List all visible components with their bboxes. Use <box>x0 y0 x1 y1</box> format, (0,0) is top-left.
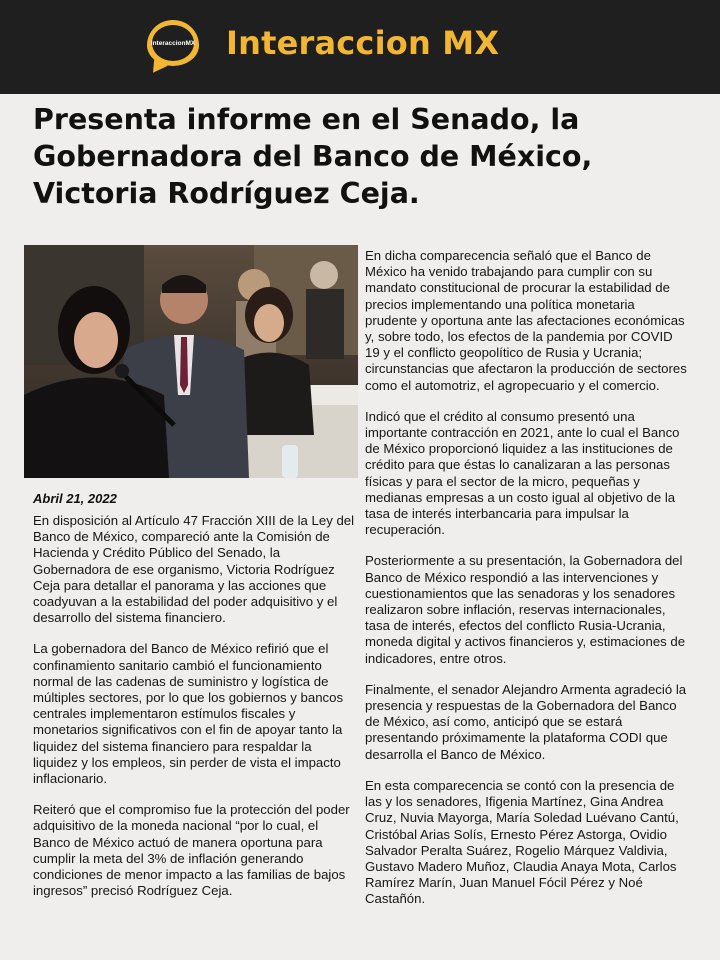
site-logo-text[interactable]: Interaccion MX <box>226 24 500 62</box>
site-header <box>0 0 720 94</box>
logo-bubble-icon[interactable] <box>147 20 199 66</box>
paragraph: En disposición al Artículo 47 Fracción XIII de la Ley del Banco de México, compareció ante la Comisión de Hacienda y Crédito Público del Senado, la Gobernadora de ese organismo, Victoria Rodríguez Ceja para detallar el panorama y las acciones que coadyuvan a la estabilidad del poder adquisitivo y el desarrollo del sistema financiero. <box>33 513 355 626</box>
paragraph: Finalmente, el senador Alejandro Armenta agradeció la presencia y respuestas de la Gobernadora del Banco de México, así como, anticipó que se estará presentando próximamente la plataforma CODI que desarrolla el Banco de México. <box>365 681 687 762</box>
paragraph: Posteriormente a su presentación, la Gobernadora del Banco de México respondió a las intervenciones y cuestionamientos que las senadoras y los senadores realizaron sobre inflación, reservas internacionales, tasa de interés, efectos del conflicto Rusia-Ucrania, moneda digital y activos financieros y, estimaciones de indicadores, entre otros. <box>365 553 686 666</box>
article-photo <box>24 245 358 478</box>
article-title: Presenta informe en el Senado, la Gobernadora del Banco de México, Victoria Rodríguez Ceja. <box>33 103 593 210</box>
paragraph: En dicha comparecencia señaló que el Banco de México ha venido trabajando para cumplir con su mandato constitucional de procurar la estabilidad de precios implementando una política monetaria prudente y oportuna ante las afectaciones económicas y, sobre todo, los efectos de la pandemia por COVID 19 y el conflicto geopolítico de Rusia y Ucrania; circunstancias que afectaron la producción de sectores como el automotriz, el agropecuario y el comercio. <box>365 248 687 393</box>
paragraph: Indicó que el crédito al consumo presentó una importante contracción en 2021, ante lo cual el Banco de México proporcionó liquidez a las instituciones de crédito para que éstas lo canalizaran a las personas físicas y para el sector de la micro, pequeñas y medianas empresas a un costo igual al objetivo de la tasa de interés interbancaria para impulsar la recuperación. <box>365 408 680 538</box>
paragraph: La gobernadora del Banco de México refirió que el confinamiento sanitario cambió el funcionamiento normal de las cadenas de suministro y logística de múltiples sectores, por lo que los gobiernos y bancos centrales implementaron estímulos fiscales y monetarios significativos con el fin de apoyar tanto la liquidez del sistema financiero para respaldar la liquidez y los empleos, sin perder de vista el impacto inflacionario. <box>33 641 344 787</box>
paragraph: Reiteró que el compromiso fue la protección del poder adquisitivo de la moneda nacional “por lo cual, el Banco de México actuó de manera oportuna para cumplir la meta del 3% de inflación generando condiciones de menor impacto a las familias de bajos ingresos” precisó Rodríguez Ceja. <box>33 802 350 899</box>
article-column-right <box>365 248 687 923</box>
senate-session-photo-icon <box>24 245 358 478</box>
article-date: Abril 21, 2022 <box>33 491 117 506</box>
logo-mini-text: InteraccionMX <box>150 39 196 47</box>
paragraph: En esta comparecencia se contó con la presencia de las y los senadores, Ifigenia Martínez, Gina Andrea Cruz, Nuvia Mayorga, María Soledad Luévano Cantú, Cristóbal Arias Solís, Ernesto Pérez Astorga, Ovidio Salvador Peralta Suárez, Rogelio Márquez Valdivia, Gustavo Madero Muñoz, Claudia Anaya Mota, Carlos Ramírez Marín, Juan Manuel Fócil Pérez y Noé Castañón. <box>365 777 679 907</box>
article-column-left <box>33 513 355 914</box>
